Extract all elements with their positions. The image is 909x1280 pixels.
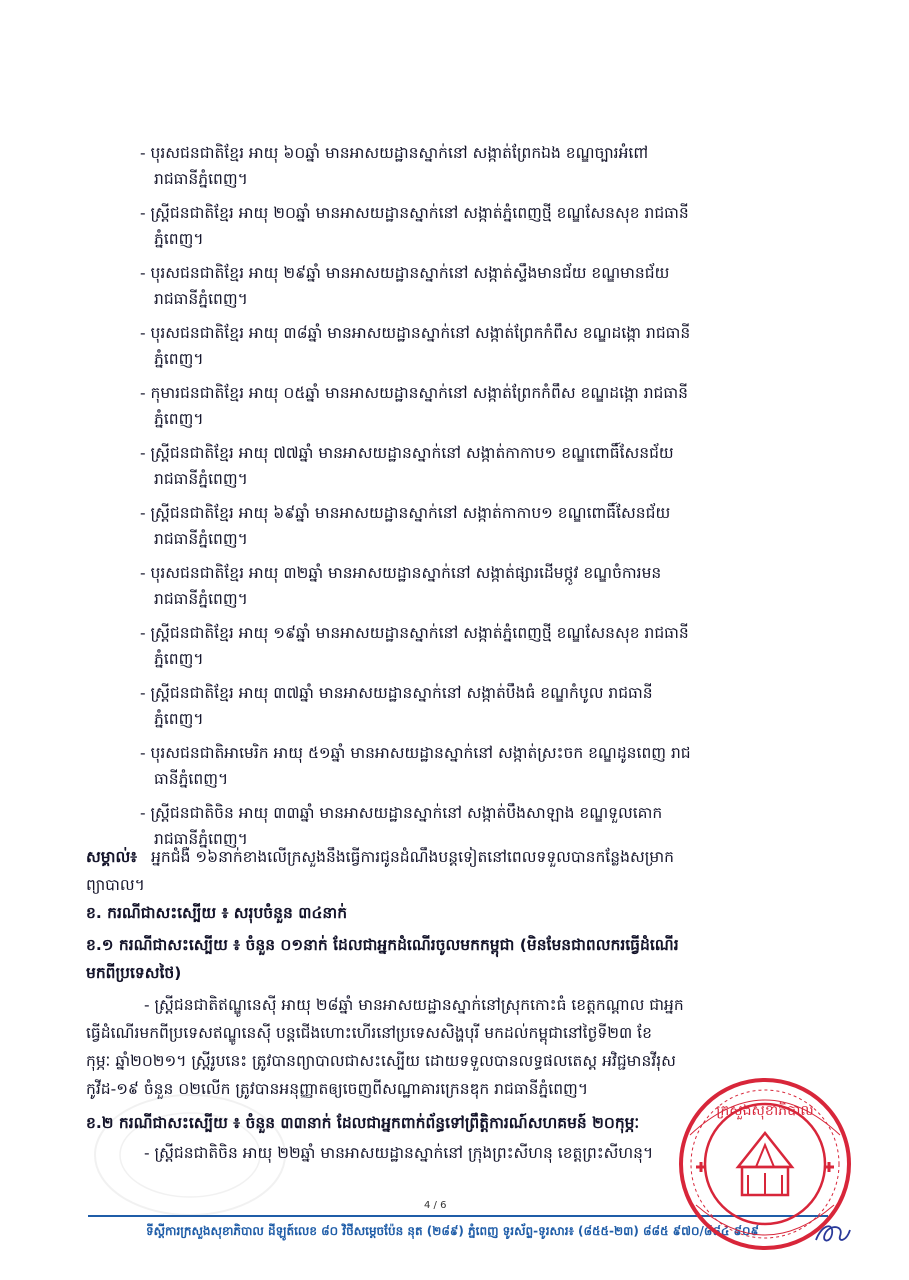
case-item: - បុរសជនជាតិអាមេរិក អាយុ ៥១ឆ្នាំ មានអាសយដ្ឋានស្នាក់នៅ សង្កាត់ស្រះចក ខណ្ឌដូនពេញ រាជ ធានីភ្នំពេញ។ — [140, 744, 691, 788]
svg-text:ក្រសួងសុខាភិបាល: ក្រសួងសុខាភិបាល — [716, 1103, 814, 1119]
paragraph-line: - ស្ត្រីជនជាតិចិន អាយុ ២២ឆ្នាំ មានអាសយដ្ឋានស្នាក់នៅ ក្រុងព្រះសីហនុ ខេត្តព្រះសីហនុ។ — [144, 1144, 654, 1162]
page-number: 4 / 6 — [424, 1200, 447, 1211]
paragraph-line: កុម្ភៈ ឆ្នាំ២០២១។ ស្ត្រីរូបនេះ ត្រូវបានព្យាបាលជាសះស្បើយ ដោយទទួលបានលទ្ធផលតេស្ត អវិជ្ជមានវីរុស — [86, 1052, 676, 1070]
note-label: សម្គាល់៖ — [86, 848, 138, 866]
note-text: អ្នកជំងឺ ១៦នាក់ខាងលើក្រសួងនឹងធ្វើការជូនដំណឹងបន្តទៀតនៅពេលទទួលបានកន្លែងសម្រាក — [151, 848, 674, 866]
subsection-heading-2-1: ខ.១ ករណីជាសះស្បើយ ៖ ចំនួន ០១នាក់ ដែលជាអ្នកដំណើរចូលមកកម្ពុជា (មិនមែនជាពលករធ្វើដំណើរ — [86, 936, 679, 954]
case-item: - ស្ត្រីជនជាតិចិន អាយុ ៣៣ឆ្នាំ មានអាសយដ្ឋានស្នាក់នៅ សង្កាត់បឹងសាឡាង ខណ្ឌទួលគោក រាជធានីភ្នំពេញ។ — [140, 804, 663, 848]
subsection-heading-2-1-continued: មកពីប្រទេសថៃ) — [86, 964, 182, 982]
signature-mark — [812, 1218, 854, 1248]
note-text-continued: ព្យាបាល។ — [86, 876, 145, 894]
case-item: - ស្ត្រីជនជាតិខ្មែរ អាយុ ៦៩ឆ្នាំ មានអាសយដ្ឋានស្នាក់នៅ សង្កាត់កាកាប១ ខណ្ឌពោធិ៍សែនជ័យ រាជធានីភ្នំពេញ។ — [140, 504, 671, 548]
case-item: - កុមារជនជាតិខ្មែរ អាយុ ០៥ឆ្នាំ មានអាសយដ្ឋានស្នាក់នៅ សង្កាត់ព្រែកកំពឹស ខណ្ឌដង្កោ រាជធានី ភ្នំពេញ។ — [140, 384, 688, 428]
paragraph-line: ធ្វើដំណើរមកពីប្រទេសឥណ្ឌូនេស៊ី បន្តជើងហោះហើរនៅប្រទេសសិង្ហបុរី មកដល់កម្ពុជានៅថ្ងៃទី២៣ ខែ — [86, 1024, 652, 1042]
case-item: - បុរសជនជាតិខ្មែរ អាយុ ២៩ឆ្នាំ មានអាសយដ្ឋានស្នាក់នៅ សង្កាត់ស្ទឹងមានជ័យ ខណ្ឌមានជ័យ រាជធានីភ្នំពេញ។ — [140, 264, 670, 308]
case-item: - ស្ត្រីជនជាតិខ្មែរ អាយុ ៧៧ឆ្នាំ មានអាសយដ្ឋានស្នាក់នៅ សង្កាត់កាកាប១ ខណ្ឌពោធិ៍សែនជ័យ រាជធានីភ្នំពេញ។ — [140, 444, 674, 488]
note-paragraph — [86, 843, 821, 899]
case-item: - ស្ត្រីជនជាតិខ្មែរ អាយុ ១៩ឆ្នាំ មានអាសយដ្ឋានស្នាក់នៅ សង្កាត់ភ្នំពេញថ្មី ខណ្ឌសែនសុខ រាជធានី ភ្នំពេញ។ — [140, 624, 689, 668]
case-item: - បុរសជនជាតិខ្មែរ អាយុ ៣៨ឆ្នាំ មានអាសយដ្ឋានស្នាក់នៅ សង្កាត់ព្រែកកំពឹស ខណ្ឌដង្កោ រាជធានី ភ្នំពេញ។ — [140, 324, 691, 368]
case-item: - ស្ត្រីជនជាតិខ្មែរ អាយុ ៣៧ឆ្នាំ មានអាសយដ្ឋានស្នាក់នៅ សង្កាត់បឹងធំ ខណ្ឌកំបូល រាជធានី ភ្នំពេញ។ — [140, 684, 653, 728]
section-heading-recovered-total: ខ. ករណីជាសះស្បើយ ៖ សរុបចំនួន ៣៤នាក់ — [86, 904, 348, 922]
paragraph-line: - ស្ត្រីជនជាតិឥណ្ឌូនេស៊ី អាយុ ២៨ឆ្នាំ មានអាសយដ្ឋានស្នាក់នៅស្រុកកោះធំ ខេត្តកណ្ដាល ជាអ្នក — [144, 996, 684, 1014]
paragraph-line: កូវីដ-១៩ ចំនួន ០២លើក ត្រូវបានអនុញ្ញាតឲ្យចេញពីសណ្ឋាគារក្រេនឌុក រាជធានីភ្នំពេញ។ — [86, 1080, 589, 1098]
case-item: - បុរសជនជាតិខ្មែរ អាយុ ៦០ឆ្នាំ មានអាសយដ្ឋានស្នាក់នៅ សង្កាត់ព្រែកឯង ខណ្ឌច្បារអំពៅ រាជធានីភ្នំពេញ។ — [140, 144, 649, 188]
case-item: - ស្ត្រីជនជាតិខ្មែរ អាយុ ២០ឆ្នាំ មានអាសយដ្ឋានស្នាក់នៅ សង្កាត់ភ្នំពេញថ្មី ខណ្ឌសែនសុខ រាជធានី ភ្នំពេញ។ — [140, 204, 689, 248]
patient-case-list — [140, 140, 820, 860]
case-item: - បុរសជនជាតិខ្មែរ អាយុ ៣២ឆ្នាំ មានអាសយដ្ឋានស្នាក់នៅ សង្កាត់ផ្សារដើមថ្កូវ ខណ្ឌចំការមន រាជធានីភ្នំពេញ។ — [140, 564, 662, 608]
footer-address: ទីស្តីការក្រសួងសុខាភិបាល ដីឡូត៍លេខ ៨០ វិថីសម្ដេចប៉ែន នុត (២៨៩) ភ្នំពេញ ទូរស័ព្ទ-ទូរសារ៖ (៨៥៥-២៣) ៨៨៥ ៩៧០/៨៨៤ ៩០៩ — [146, 1224, 760, 1238]
subsection-heading-2-2: ខ.២ ករណីជាសះស្បើយ ៖ ចំនួន ៣៣នាក់ ដែលជាអ្នកពាក់ព័ន្ធទៅព្រឹត្តិការណ៍សហគមន៍ ២០កុម្ភៈ — [86, 1114, 640, 1132]
